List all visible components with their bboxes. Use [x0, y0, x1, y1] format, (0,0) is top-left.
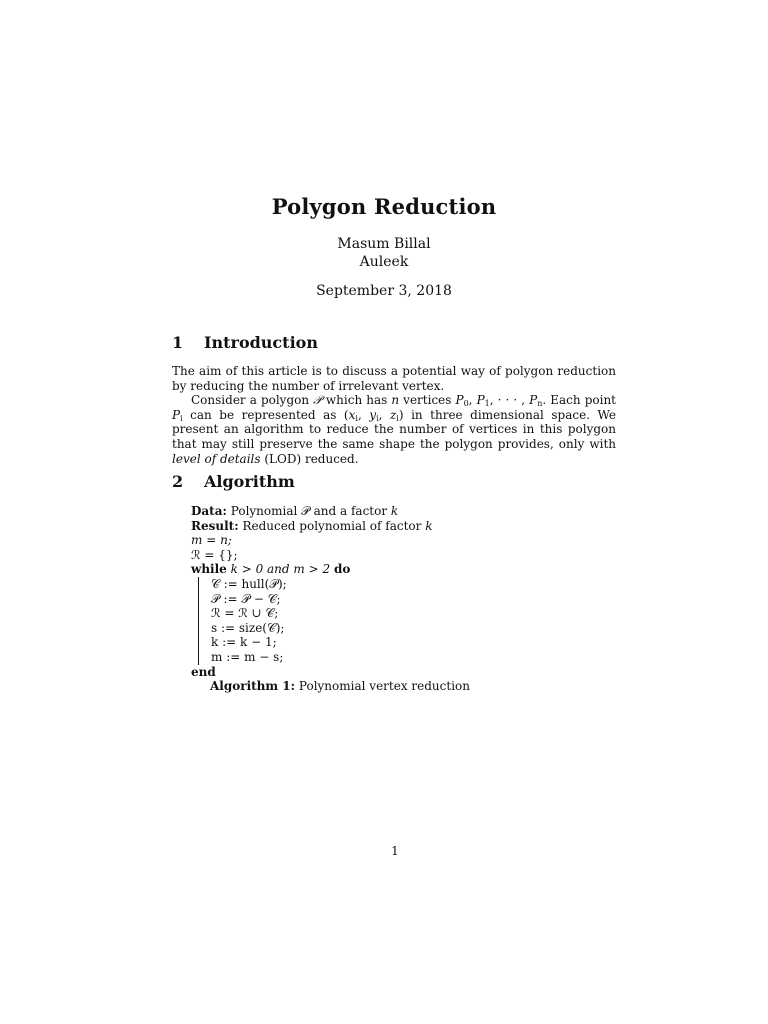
algo-init-line: m = n;: [191, 533, 232, 548]
author-affiliation: Auleek: [359, 254, 409, 270]
algo-body-line: m := m − s;: [211, 649, 284, 664]
section-title: Algorithm: [204, 472, 295, 491]
paper-title: Polygon Reduction: [271, 194, 497, 219]
math-symbol: n: [391, 393, 400, 407]
author-name: Masum Billal: [337, 236, 431, 252]
algo-body-line: 𝒞 := hull(𝒫);: [211, 576, 287, 591]
paper-date: September 3, 2018: [316, 283, 452, 299]
section-number: 2: [172, 472, 184, 491]
section-heading-introduction: [172, 333, 318, 352]
algo-body-line: ℛ = ℛ ∪ 𝒞;: [211, 606, 279, 621]
algo-body-line: s := size(𝒞);: [211, 620, 285, 635]
math-symbol: 𝒫: [313, 393, 322, 407]
algorithm-caption: Algorithm 1: Polynomial vertex reduction: [209, 679, 470, 693]
lod-emphasis: level of details: [172, 451, 261, 466]
algo-result-line: Result: Reduced polynomial of factor k: [191, 518, 433, 533]
algo-loop-body: [198, 577, 611, 665]
algo-data-line: Data: Polynomial 𝒫 and a factor k: [191, 504, 399, 518]
page-number: 1: [391, 844, 399, 858]
algo-end-line: end: [191, 664, 216, 679]
algo-body-line: 𝒫 := 𝒫 − 𝒞;: [211, 591, 281, 606]
algo-while-line: while k > 0 and m > 2 do: [191, 562, 351, 577]
section-title: Introduction: [204, 333, 318, 352]
algo-init-line: ℛ = {};: [191, 547, 238, 562]
intro-paragraph-1: The aim of this article is to discuss a potential way of polygon reduction by reducing the number of irrelevant vertex.: [172, 364, 616, 393]
algo-body-line: k := k − 1;: [211, 635, 277, 650]
section-number: 1: [172, 333, 184, 352]
intro-paragraph-2: Consider a polygon 𝒫 which has n vertices $P_0$, $P_1$, · · · , $P_n$. Each point $P_i$ can be represented as ($x_i$, $y_i$, $z_i$) in three dimensional space. We present an algorithm to reduce the number of vertices in this polygon that may still preserve the same shape the polygon provides, only with level of details (LOD) reduced.: [172, 393, 616, 466]
section-heading-algorithm: [172, 472, 295, 491]
algorithm-block: [191, 504, 611, 679]
